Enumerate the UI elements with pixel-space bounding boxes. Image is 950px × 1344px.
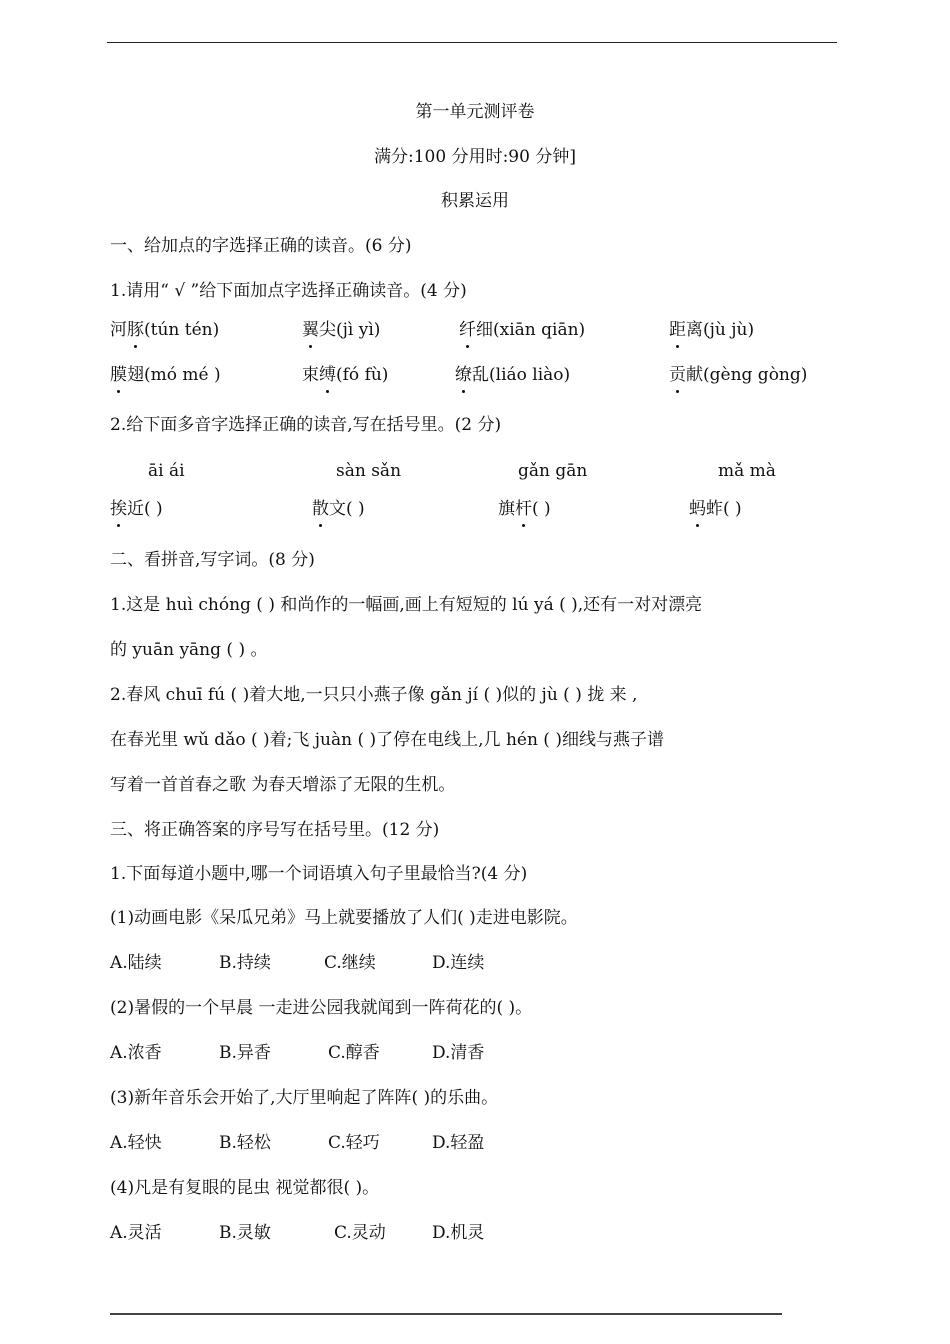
polyphone-item: 散文( ) bbox=[312, 499, 365, 519]
question-text: (3)新年音乐会开始了,大厅里响起了阵阵( )的乐曲。 bbox=[110, 1088, 499, 1108]
answer-option: D.连续 bbox=[432, 953, 485, 973]
q2-line: 的 yuān yāng ( ) 。 bbox=[110, 640, 268, 660]
answer-option: A.浓香 bbox=[110, 1043, 162, 1063]
answer-option: C.灵动 bbox=[334, 1223, 386, 1243]
reading-item: 贡献(gèng gòng) bbox=[669, 365, 808, 385]
exam-meta: 满分:100 分用时:90 分钟] bbox=[374, 147, 576, 167]
q1-sub2: 2.给下面多音字选择正确的读音,写在括号里。(2 分) bbox=[110, 415, 502, 435]
answer-option: D.轻盈 bbox=[432, 1133, 485, 1153]
answer-option: C.醇香 bbox=[328, 1043, 380, 1063]
q2-line: 1.这是 huì chóng ( ) 和尚作的一幅画,画上有短短的 lú yá ( ),还有一对对漂亮 bbox=[110, 595, 703, 615]
pinyin-option: mǎ mà bbox=[718, 461, 776, 481]
polyphone-item: 挨近( ) bbox=[110, 499, 163, 519]
reading-item: 翼尖(jì yì) bbox=[302, 320, 381, 340]
answer-option: B.持续 bbox=[219, 953, 271, 973]
answer-option: A.陆续 bbox=[110, 953, 162, 973]
pinyin-option: āi ái bbox=[148, 461, 185, 481]
page-title: 第一单元测评卷 bbox=[415, 102, 535, 122]
bottom-rule bbox=[110, 1313, 782, 1315]
pinyin-option: sàn sǎn bbox=[336, 461, 402, 481]
q2-line: 在春光里 wǔ dǎo ( )着;飞 juàn ( )了停在电线上,几 hén ( )细线与燕子谱 bbox=[110, 730, 664, 750]
q2-line: 2.春风 chuī fú ( )着大地,一只只小燕子像 gǎn jí ( )似的 jù ( ) 拢 来 , bbox=[110, 685, 638, 705]
q2-heading: 二、看拼音,写字词。(8 分) bbox=[110, 550, 315, 570]
answer-option: A.轻快 bbox=[110, 1133, 162, 1153]
answer-option: B.异香 bbox=[219, 1043, 271, 1063]
q3-sub1: 1.下面每道小题中,哪一个词语填入句子里最恰当?(4 分) bbox=[110, 864, 528, 884]
answer-option: D.机灵 bbox=[432, 1223, 485, 1243]
reading-item: 距离(jù jù) bbox=[669, 320, 755, 340]
polyphone-item: 旗杆( ) bbox=[498, 499, 551, 519]
q1-sub1: 1.请用“ √ ”给下面加点字选择正确读音。(4 分) bbox=[110, 281, 467, 301]
top-rule bbox=[107, 42, 837, 43]
answer-option: B.灵敏 bbox=[219, 1223, 271, 1243]
answer-option: B.轻松 bbox=[219, 1133, 271, 1153]
question-text: (4)凡是有复眼的昆虫 视觉都很( )。 bbox=[110, 1178, 380, 1198]
reading-item: 膜翅(mó mé ) bbox=[110, 365, 221, 385]
pinyin-option: gǎn gān bbox=[518, 461, 588, 481]
q1-heading: 一、给加点的字选择正确的读音。(6 分) bbox=[110, 236, 412, 256]
q2-line: 写着一首首春之歌 为春天增添了无限的生机。 bbox=[110, 775, 456, 795]
reading-item: 缭乱(liáo liào) bbox=[455, 365, 571, 385]
question-text: (1)动画电影《呆瓜兄弟》马上就要播放了人们( )走进电影院。 bbox=[110, 908, 578, 928]
answer-option: D.清香 bbox=[432, 1043, 485, 1063]
section-title: 积累运用 bbox=[441, 191, 509, 211]
question-text: (2)暑假的一个早晨 一走进公园我就闻到一阵荷花的( )。 bbox=[110, 998, 533, 1018]
answer-option: C.继续 bbox=[324, 953, 376, 973]
reading-item: 河豚(tún tén) bbox=[110, 320, 220, 340]
answer-option: A.灵活 bbox=[110, 1223, 162, 1243]
q3-heading: 三、将正确答案的序号写在括号里。(12 分) bbox=[110, 820, 440, 840]
answer-option: C.轻巧 bbox=[328, 1133, 380, 1153]
reading-item: 纤细(xiān qiān) bbox=[459, 320, 586, 340]
reading-item: 束缚(fó fù) bbox=[302, 365, 389, 385]
polyphone-item: 蚂蚱( ) bbox=[689, 499, 742, 519]
